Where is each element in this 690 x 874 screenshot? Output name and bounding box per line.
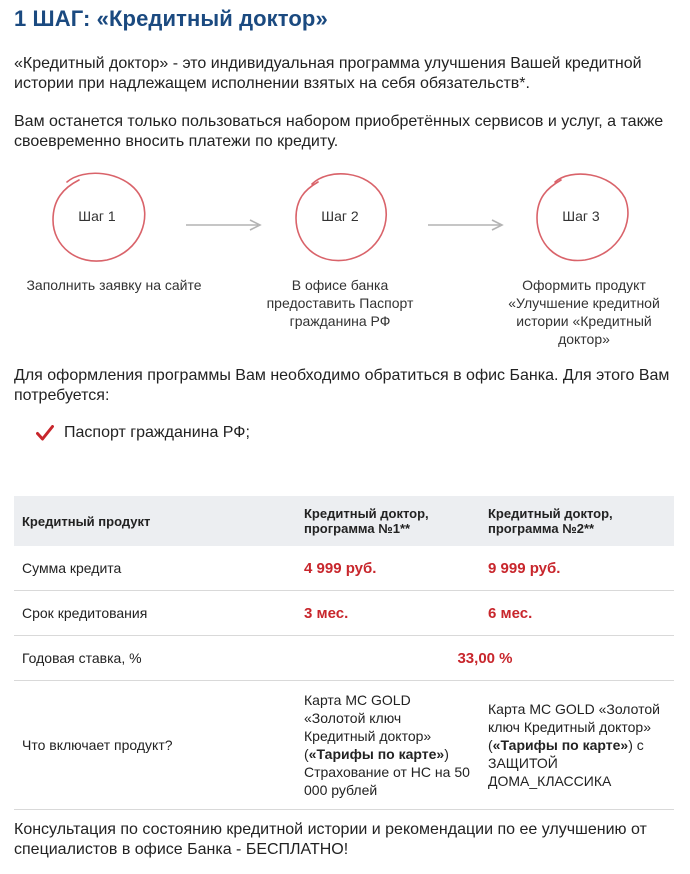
steps-diagram — [0, 170, 690, 360]
step-2-circle — [292, 170, 388, 266]
products-table — [14, 496, 674, 810]
table-header-row — [14, 496, 674, 546]
checkmark-icon — [36, 425, 54, 441]
includes-program-2 — [480, 681, 674, 810]
intro-paragraph: «Кредитный доктор» - это индивидуальная программа улучшения Вашей кредитной истории при надлежащем исполнении взятых на себя обязательств*. — [14, 55, 642, 92]
rate-value: 33,00 % — [296, 636, 674, 681]
table-row-amount — [14, 546, 674, 591]
row-label: Сумма кредита — [14, 546, 296, 591]
includes-program-1 — [296, 681, 480, 810]
tariffs-link[interactable]: «Тарифы по карте» — [492, 737, 629, 753]
row-label: Что включает продукт? — [14, 681, 296, 810]
includes-text: Карта MC GOLD «Золотой ключ Кредитный доктор» ( — [304, 692, 432, 762]
footer-note: Консультация по состоянию кредитной истории и рекомендации по ее улучшению от специалистов в офисе Банка - БЕСПЛАТНО! — [14, 821, 647, 858]
column-header-product: Кредитный продукт — [14, 496, 296, 546]
requirement-text: Паспорт гражданина РФ; — [64, 424, 250, 441]
arrow-right-icon — [184, 218, 264, 232]
column-header-program-2: Кредитный доктор, программа №2** — [480, 496, 674, 546]
row-label: Годовая ставка, % — [14, 636, 296, 681]
term-program-1: 3 мес. — [296, 591, 480, 636]
arrow-right-icon — [426, 218, 506, 232]
includes-text: Карта MC GOLD «Золотой ключ Кредитный доктор» ( — [488, 701, 660, 753]
table-row-includes — [14, 681, 674, 810]
amount-program-2: 9 999 руб. — [480, 546, 674, 591]
includes-text: ) Страхование от НС на 50 000 рублей — [304, 746, 470, 798]
requirement-item — [36, 424, 250, 442]
step-3-text: Оформить продукт «Улучшение кредитной истории «Кредитный доктор» — [508, 277, 660, 347]
amount-program-1: 4 999 руб. — [296, 546, 480, 591]
page-title: 1 ШАГ: «Кредитный доктор» — [14, 6, 328, 31]
step-2-label: Шаг 2 — [321, 208, 359, 224]
step-1-text: Заполнить заявку на сайте — [26, 277, 202, 293]
intro-paragraph-2: Вам останется только пользоваться набором приобретённых сервисов и услуг, а также своевременно вносить платежи по кредиту. — [14, 113, 664, 150]
tariffs-link[interactable]: «Тарифы по карте» — [308, 746, 445, 762]
step-1-label: Шаг 1 — [78, 208, 116, 224]
step-2-text: В офисе банка предоставить Паспорт гражданина РФ — [266, 277, 414, 329]
step-1-circle — [49, 170, 145, 266]
column-header-program-1: Кредитный доктор, программа №1** — [296, 496, 480, 546]
requirements-intro: Для оформления программы Вам необходимо обратиться в офис Банка. Для этого Вам потребуется: — [14, 367, 670, 404]
step-3-label: Шаг 3 — [562, 208, 600, 224]
step-3-circle — [533, 170, 629, 266]
table-row-rate — [14, 636, 674, 681]
table-row-term — [14, 591, 674, 636]
row-label: Срок кредитования — [14, 591, 296, 636]
term-program-2: 6 мес. — [480, 591, 674, 636]
includes-text: ) с ЗАЩИТОЙ ДОМА_КЛАССИКА — [488, 737, 644, 789]
